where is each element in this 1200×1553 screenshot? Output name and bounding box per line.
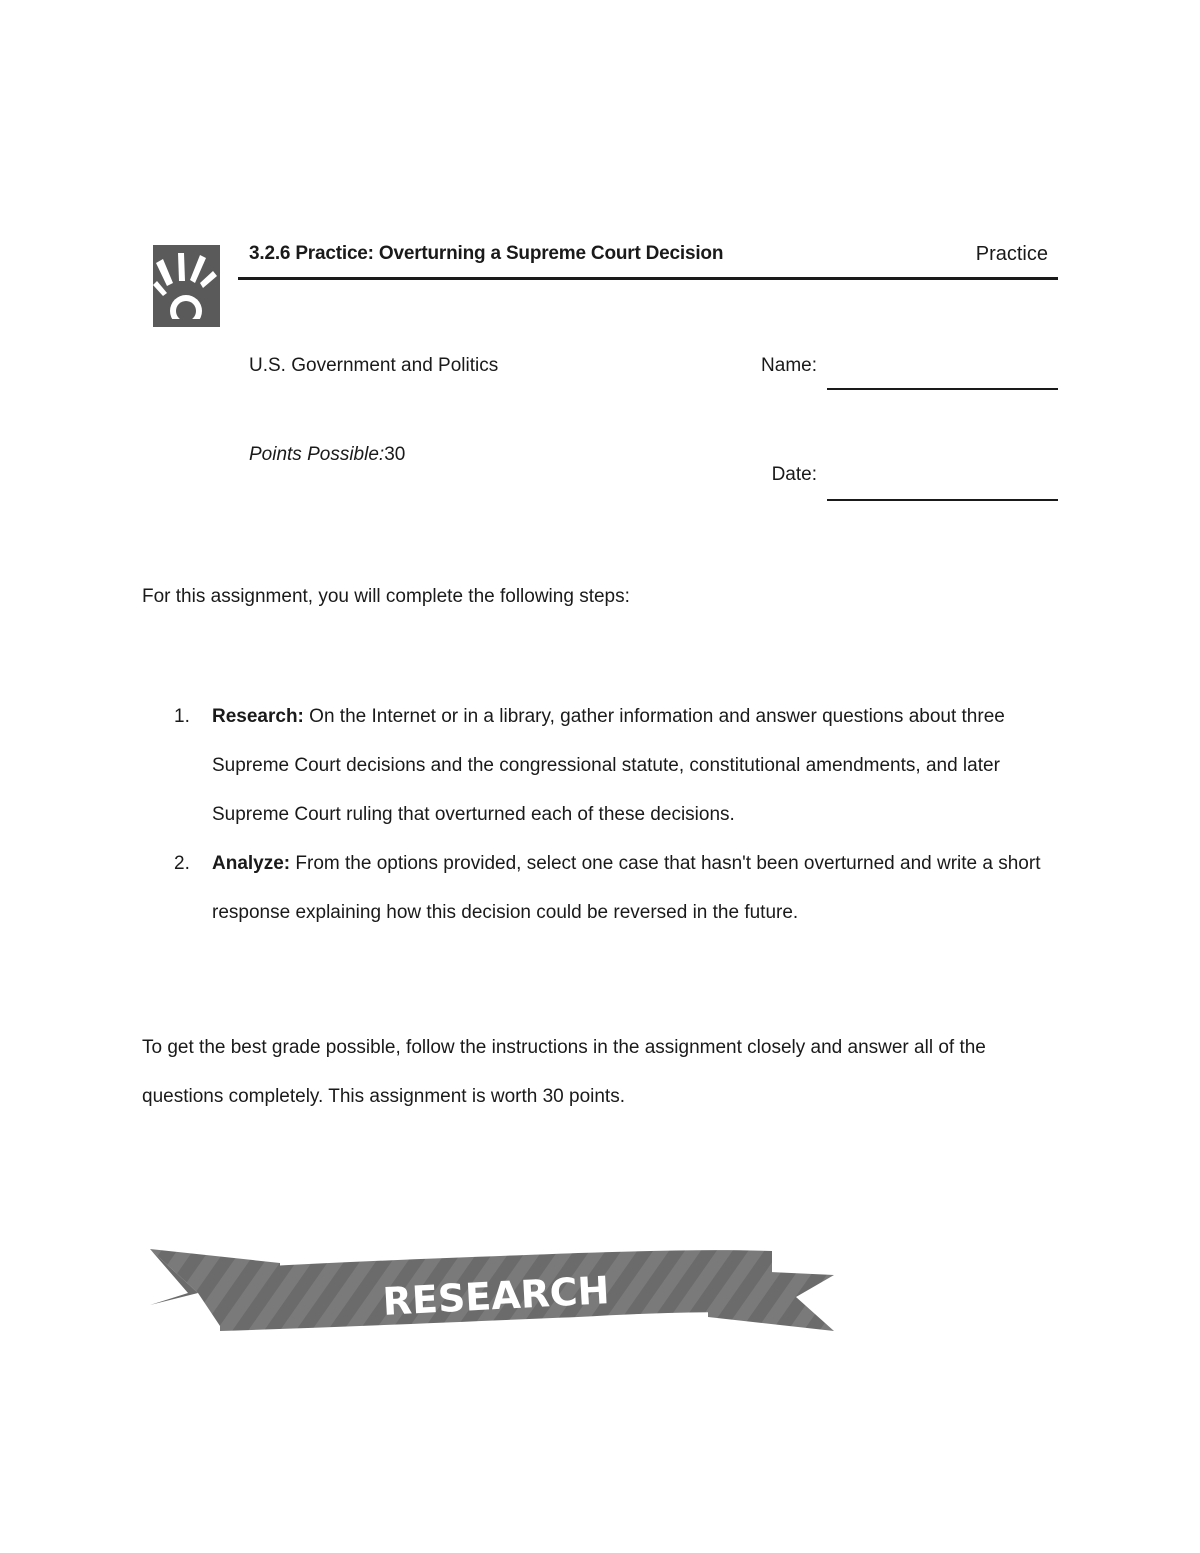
intro-text: For this assignment, you will complete the following steps:: [142, 586, 630, 607]
document-type-label: Practice: [975, 243, 1048, 265]
course-name: U.S. Government and Politics: [249, 355, 499, 376]
closing-text: To get the best grade possible, follow the instructions in the assignment closely and answer all of the questions completely. This assignment is worth 30 points.: [142, 1037, 986, 1107]
list-item: [142, 839, 1062, 937]
points-value: 30: [384, 444, 406, 465]
steps-list: [142, 692, 1062, 937]
name-field[interactable]: [827, 388, 1058, 390]
list-item: [142, 692, 1062, 839]
date-field[interactable]: [827, 499, 1058, 501]
step-number: 2.: [174, 853, 190, 874]
header-divider: [238, 277, 1058, 280]
step-label: Analyze:: [212, 853, 291, 874]
page-title: 3.2.6 Practice: Overturning a Supreme Court Decision: [249, 243, 724, 264]
points-possible: [249, 444, 405, 466]
brand-logo-icon: [153, 245, 220, 327]
research-ribbon-banner: [148, 1247, 838, 1335]
date-label: Date:: [771, 464, 817, 485]
step-label: Research:: [212, 706, 304, 727]
points-label: Points Possible:: [249, 444, 385, 465]
step-number: 1.: [174, 706, 190, 727]
name-label: Name:: [761, 355, 817, 376]
step-text: From the options provided, select one case that hasn't been overturned and write a short response explaining how this decision could be reversed in the future.: [212, 853, 1041, 923]
step-text: On the Internet or in a library, gather information and answer questions about three Supreme Court decisions and the congressional statute, constitutional amendments, and later Supreme Court ruling that overturned each of these decisions.: [212, 706, 1005, 825]
banner-label: RESEARCH: [381, 1268, 611, 1324]
